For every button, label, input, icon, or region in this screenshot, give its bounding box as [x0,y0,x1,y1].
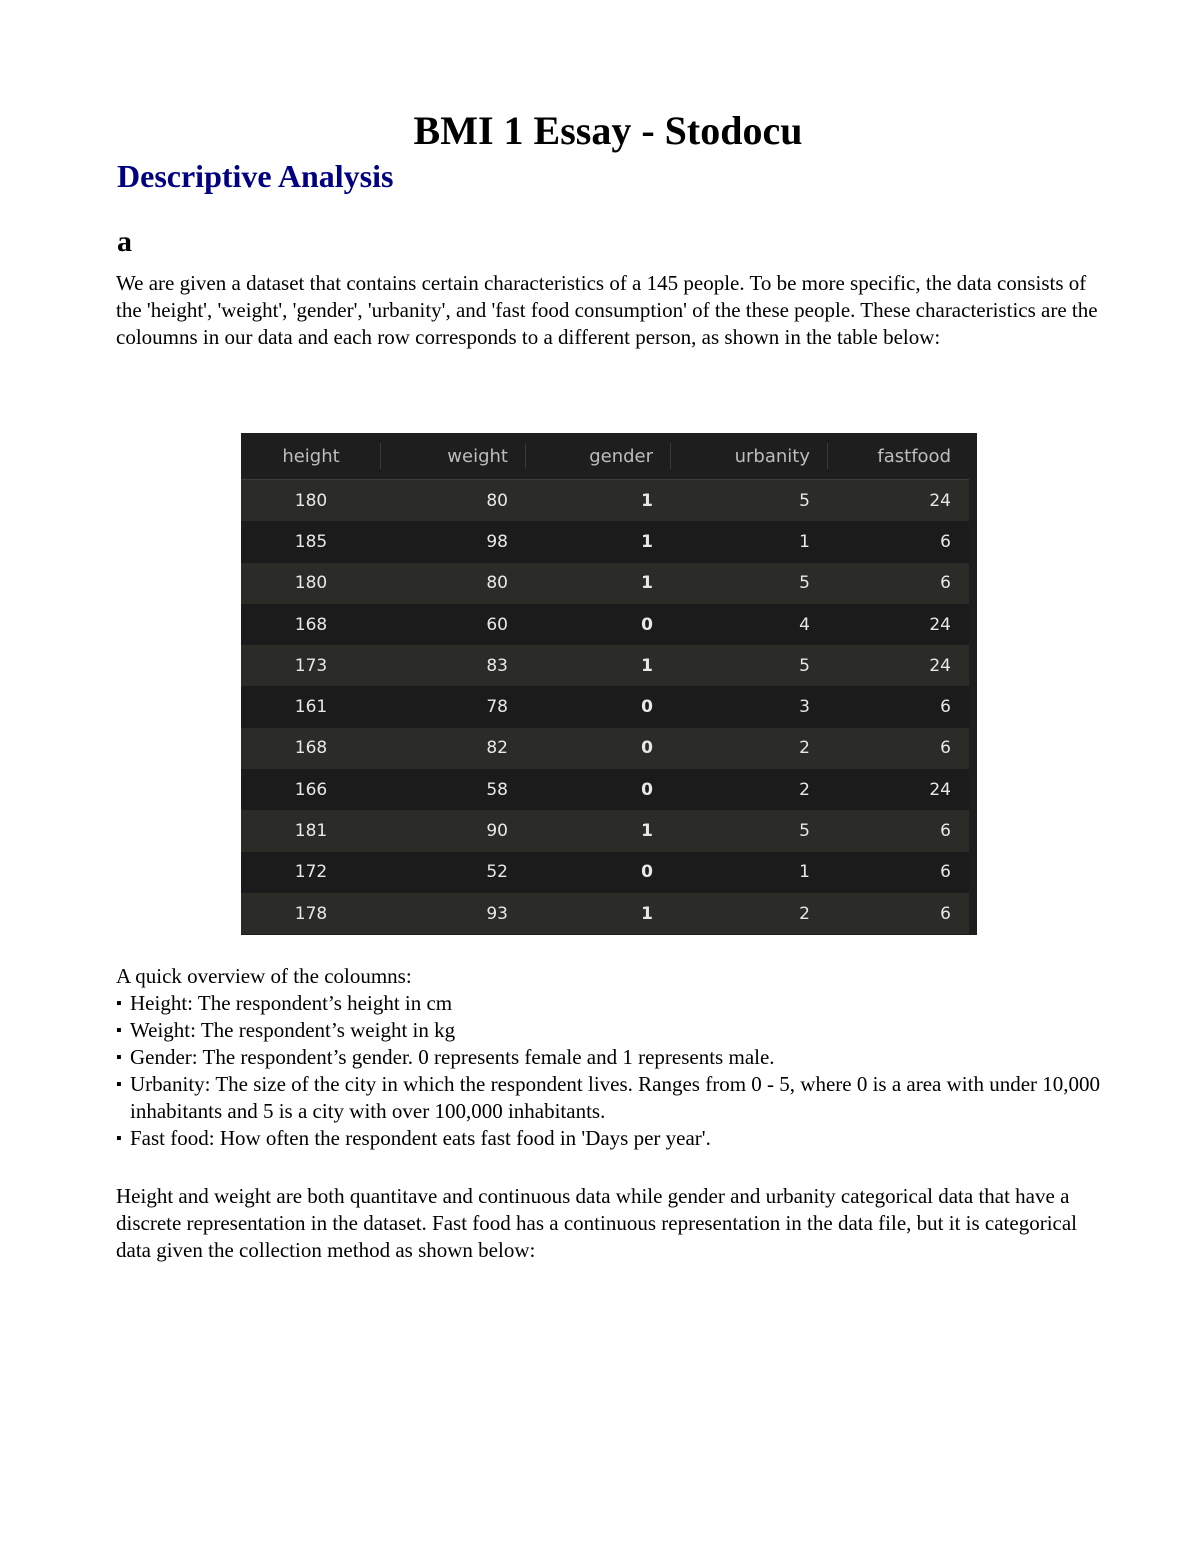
cell-urbanity: 1 [671,852,828,893]
cell-height: 180 [241,480,381,522]
cell-fastfood: 6 [828,563,969,604]
cell-gender: 1 [526,480,671,522]
data-table-image [241,433,977,935]
table-row [241,604,969,645]
cell-gender: 0 [526,769,671,810]
list-item: ▪ Urbanity: The size of the city in which the respondent lives. Ranges from 0 - 5, where 0 is a area with under 10,000 inhabitants and 5 is a city with over 100,000 inhabitants. [116,1071,1116,1125]
cell-urbanity: 2 [671,893,828,934]
table-row [241,521,969,562]
cell-height: 173 [241,645,381,686]
overview-list [116,990,1116,1152]
column-header-urbanity: urbanity [671,433,828,480]
cell-weight: 98 [381,521,526,562]
cell-height: 185 [241,521,381,562]
cell-gender: 0 [526,728,671,769]
cell-fastfood: 24 [828,645,969,686]
data-types-paragraph: Height and weight are both quantitave and continuous data while gender and urbanity categorical data that have a discrete representation in the dataset. Fast food has a continuous representation in the data file, but it is categorical data given the collection method as shown below: [116,1184,1078,1262]
cell-weight: 93 [381,893,526,934]
list-item: ▪ Gender: The respondent’s gender. 0 represents female and 1 represents male. [116,1044,1116,1071]
cell-fastfood: 6 [828,521,969,562]
data-table [241,433,969,934]
cell-fastfood: 6 [828,852,969,893]
cell-weight: 52 [381,852,526,893]
cell-fastfood: 6 [828,893,969,934]
table-row [241,480,969,522]
cell-height: 166 [241,769,381,810]
table-row [241,893,969,934]
cell-urbanity: 3 [671,686,828,727]
column-header-gender: gender [526,433,671,480]
overview-intro: A quick overview of the coloumns: [116,964,412,988]
cell-gender: 1 [526,563,671,604]
cell-gender: 0 [526,852,671,893]
cell-urbanity: 2 [671,728,828,769]
cell-weight: 60 [381,604,526,645]
table-row [241,852,969,893]
list-item: ▪ Fast food: How often the respondent eats fast food in 'Days per year'. [116,1125,1116,1152]
list-item: ▪ Weight: The respondent’s weight in kg [116,1017,1116,1044]
cell-fastfood: 24 [828,480,969,522]
table-row [241,645,969,686]
cell-gender: 1 [526,810,671,851]
cell-weight: 78 [381,686,526,727]
cell-gender: 1 [526,893,671,934]
cell-weight: 80 [381,563,526,604]
cell-urbanity: 2 [671,769,828,810]
column-header-height: height [241,433,381,480]
column-header-fastfood: fastfood [828,433,969,480]
cell-gender: 1 [526,521,671,562]
table-row [241,728,969,769]
cell-fastfood: 24 [828,769,969,810]
cell-height: 168 [241,728,381,769]
page-title: BMI 1 Essay - Stodocu [413,108,803,153]
cell-weight: 82 [381,728,526,769]
cell-fastfood: 6 [828,728,969,769]
table-header-row [241,433,969,480]
cell-urbanity: 5 [671,810,828,851]
cell-height: 161 [241,686,381,727]
cell-weight: 90 [381,810,526,851]
cell-urbanity: 1 [671,521,828,562]
cell-weight: 58 [381,769,526,810]
table-row [241,769,969,810]
cell-height: 178 [241,893,381,934]
cell-urbanity: 5 [671,563,828,604]
cell-urbanity: 5 [671,480,828,522]
cell-gender: 0 [526,604,671,645]
cell-height: 168 [241,604,381,645]
cell-height: 172 [241,852,381,893]
column-overview [116,963,1116,1152]
table-row [241,686,969,727]
table-row [241,810,969,851]
cell-urbanity: 5 [671,645,828,686]
cell-fastfood: 6 [828,686,969,727]
cell-urbanity: 4 [671,604,828,645]
section-heading: Descriptive Analysis [117,158,394,194]
list-item: ▪ Height: The respondent’s height in cm [116,990,1116,1017]
intro-paragraph: We are given a dataset that contains certain characteristics of a 145 people. To be more specific, the data consists of the 'height', 'weight', 'gender', 'urbanity', and 'fast food consumption' of the these people. These characteristics are the coloumns in our data and each row corresponds to a different person, as shown in the table below: [116,271,1098,349]
cell-weight: 80 [381,480,526,522]
cell-gender: 0 [526,686,671,727]
cell-height: 180 [241,563,381,604]
column-header-weight: weight [381,433,526,480]
subsection-heading: a [117,225,132,258]
cell-weight: 83 [381,645,526,686]
table-row [241,563,969,604]
cell-fastfood: 24 [828,604,969,645]
cell-fastfood: 6 [828,810,969,851]
cell-height: 181 [241,810,381,851]
cell-gender: 1 [526,645,671,686]
